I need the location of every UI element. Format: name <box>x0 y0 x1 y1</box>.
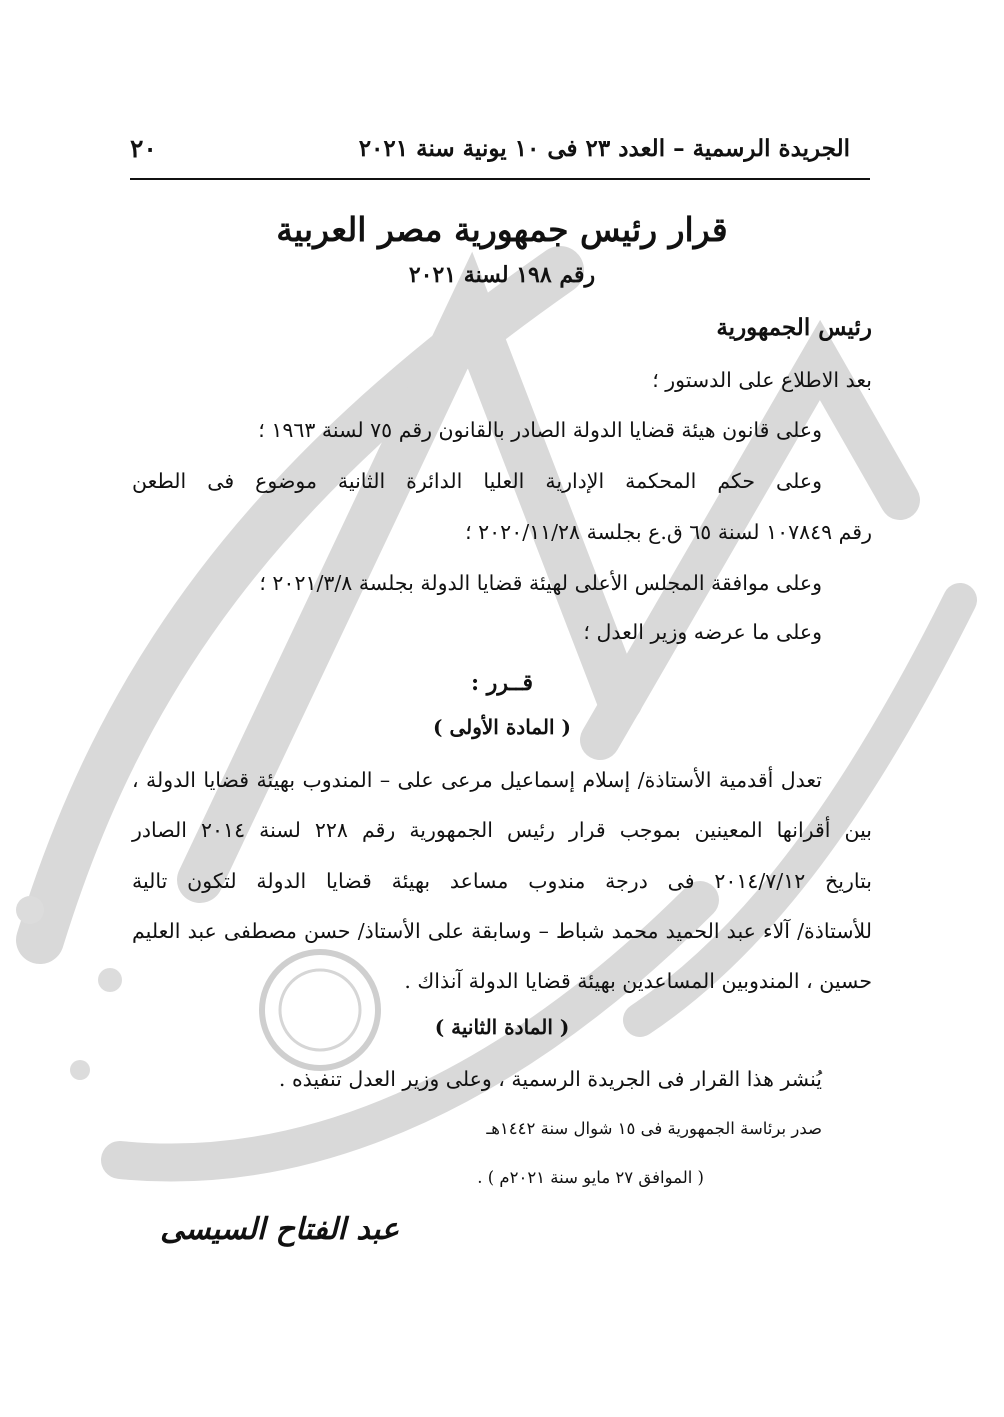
signature: عبد الفتاح السيسى <box>160 1212 399 1247</box>
decided-heading: قــرر : <box>471 670 533 696</box>
article-1-line: بتاريخ ٢٠١٤/٧/١٢ فى درجة مندوب مساعد بهيئة قضايا الدولة لتكون تالية <box>132 869 872 893</box>
gazette-title: الجريدة الرسمية – العدد ٢٣ فى ١٠ يونية سنة ٢٠٢١ <box>358 134 850 162</box>
authority-heading: رئيس الجمهورية <box>716 314 872 341</box>
article-1-heading: ( المادة الأولى ) <box>433 715 571 739</box>
article-1-line: حسين ، المندوبين المساعدين بهيئة قضايا الدولة آنذاك . <box>404 969 872 993</box>
decree-title: قرار رئيس جمهورية مصر العربية <box>276 210 728 249</box>
article-2-heading: ( المادة الثانية ) <box>434 1015 570 1039</box>
corresponding-date: ( الموافق ٢٧ مايو سنة ٢٠٢١م ) . <box>477 1168 704 1187</box>
preamble-line: رقم ١٠٧٨٤٩ لسنة ٦٥ ق.ع بجلسة ٢٠٢٠/١١/٢٨ ؛ <box>465 520 872 544</box>
preamble-line: وعلى موافقة المجلس الأعلى لهيئة قضايا الدولة بجلسة ٢٠٢١/٣/٨ ؛ <box>259 571 822 595</box>
page-number: ٢٠ <box>130 133 157 163</box>
preamble-line: وعلى قانون هيئة قضايا الدولة الصادر بالقانون رقم ٧٥ لسنة ١٩٦٣ ؛ <box>258 418 822 442</box>
article-1-line: بين أقرانها المعينين بموجب قرار رئيس الجمهورية رقم ٢٢٨ لسنة ٢٠١٤ الصادر <box>132 818 872 842</box>
preamble-line: بعد الاطلاع على الدستور ؛ <box>652 368 872 392</box>
header-divider <box>130 178 870 180</box>
article-1-line: تعدل أقدمية الأستاذة/ إسلام إسماعيل مرعى على – المندوب بهيئة قضايا الدولة ، <box>132 768 822 792</box>
preamble-line: وعلى حكم المحكمة الإدارية العليا الدائرة الثانية موضوع فى الطعن <box>132 469 822 493</box>
preamble-line: وعلى ما عرضه وزير العدل ؛ <box>583 620 822 644</box>
article-1-line: للأستاذة/ آلاء عبد الحميد محمد شباط – وسابقة على الأستاذ/ حسن مصطفى عبد العليم <box>132 919 872 943</box>
page-header <box>130 128 850 168</box>
issued-date: صدر برئاسة الجمهورية فى ١٥ شوال سنة ١٤٤٢هـ <box>486 1119 822 1138</box>
decree-number: رقم ١٩٨ لسنة ٢٠٢١ <box>408 262 596 288</box>
article-2-text: يُنشر هذا القرار فى الجريدة الرسمية ، وعلى وزير العدل تنفيذه . <box>278 1067 822 1091</box>
